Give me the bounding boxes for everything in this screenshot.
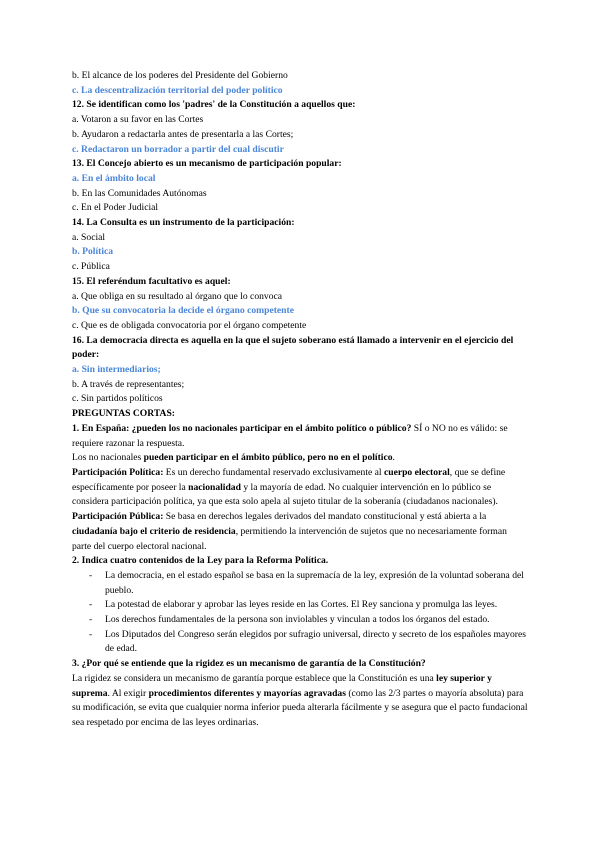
option-c: c. Sin partidos políticos — [72, 393, 163, 405]
participacion-politica-paragraph: Participación Política: Es un derecho fundamental reservado exclusivamente al cuerpo electoral, que se define específicamente por poseer la nacionalidad y la mayoría de edad. No cualquier intervención en lo público se considera participación política, ya que esta solo apela al sujeto titular de la soberanía (ciudadanos nacionales). — [72, 466, 506, 508]
correct-answer: c. Redactaron un borrador a partir del cual discutir — [72, 143, 284, 155]
document-page — [72, 69, 528, 731]
option-c: c. Que es de obligada convocatoria por el órgano competente — [72, 319, 307, 331]
option-a: a. Social — [72, 231, 106, 243]
question-12: 12. Se identifican como los 'padres' de la Constitución a aquellos que: — [72, 99, 356, 111]
list-item: - Los derechos fundamentales de la persona son inviolables y vinculan a todos los órganos del estado. — [89, 614, 490, 626]
correct-answer: a. En el ámbito local — [72, 172, 156, 184]
short-question-3: 3. ¿Por qué se entiende que la rigidez es un mecanismo de garantía de la Constitución? — [72, 658, 426, 670]
list-item: - La potestad de elaborar y aprobar las leyes reside en las Cortes. El Rey sanciona y promulga las leyes. — [89, 599, 498, 611]
correct-answer: c. La descentralización territorial del poder político — [72, 84, 283, 96]
question-16: 16. La democracia directa es aquella en la que el sujeto soberano está llamado a intervenir en el ejercicio del poder: — [72, 334, 514, 361]
option-b: b. A través de representantes; — [72, 378, 185, 390]
section-heading: PREGUNTAS CORTAS: — [72, 408, 175, 420]
question-text: 1. En España: ¿pueden los no nacionales participar en el ámbito político o público? — [72, 422, 412, 434]
correct-answer: b. Política — [72, 246, 114, 258]
option-b: b. Ayudaron a redactarla antes de presentarla a las Cortes; — [72, 128, 294, 140]
question-13: 13. El Concejo abierto es un mecanismo de participación popular: — [72, 158, 342, 170]
participacion-publica-paragraph: Participación Pública: Se basa en derechos legales derivados del mandato constitucional y está abierta a la ciudadanía bajo el criterio de residencia, permitiendo la intervención de sujetos que no necesariamente forman parte del cuerpo electoral nacional. — [72, 511, 507, 552]
option-b: b. El alcance de los poderes del Presidente del Gobierno — [72, 70, 288, 81]
list-item: - Los Diputados del Congreso serán elegidos por sufragio universal, directo y secreto de los españoles mayores de edad. — [89, 628, 526, 655]
short-question-1: 1. En España: ¿pueden los no nacionales participar en el ámbito político o público? SÍ o NO no es válido: se requiere razonar la respuesta. — [72, 422, 508, 449]
option-c: c. Pública — [72, 261, 110, 273]
correct-answer: a. Sin intermediarios; — [72, 364, 161, 376]
correct-answer: b. Que su convocatoria la decide el órgano competente — [72, 305, 294, 317]
short-question-2: 2. Indica cuatro contenidos de la Ley para la Reforma Política. — [72, 555, 329, 567]
option-b: b. En las Comunidades Autónomas — [72, 187, 207, 199]
answer-paragraph: La rigidez se considera un mecanismo de garantía porque establece que la Constitución es una ley superior y suprema. Al exigir procedimientos diferentes y mayorías agravadas (como las 2/3 partes o mayoría absoluta) para su modificación, se evita que cualquier norma inferior pueda alterarla fácilmente y se asegura que el pacto fundacional sea respetado por encima de las leyes ordinarias. — [72, 672, 528, 728]
option-c: c. En el Poder Judicial — [72, 202, 159, 214]
question-14: 14. La Consulta es un instrumento de la participación: — [72, 217, 295, 229]
reform-list — [72, 569, 528, 657]
question-15: 15. El referéndum facultativo es aquel: — [72, 275, 231, 287]
option-a: a. Que obliga en su resultado al órgano que lo convoca — [72, 290, 283, 302]
option-a: a. Votaron a su favor en las Cortes — [72, 114, 204, 126]
answer-paragraph: Los no nacionales pueden participar en el ámbito público, pero no en el político. — [72, 452, 395, 464]
list-item: - La democracia, en el estado español se basa en la supremacía de la ley, expresión de la voluntad soberana del pueblo. — [89, 569, 524, 596]
